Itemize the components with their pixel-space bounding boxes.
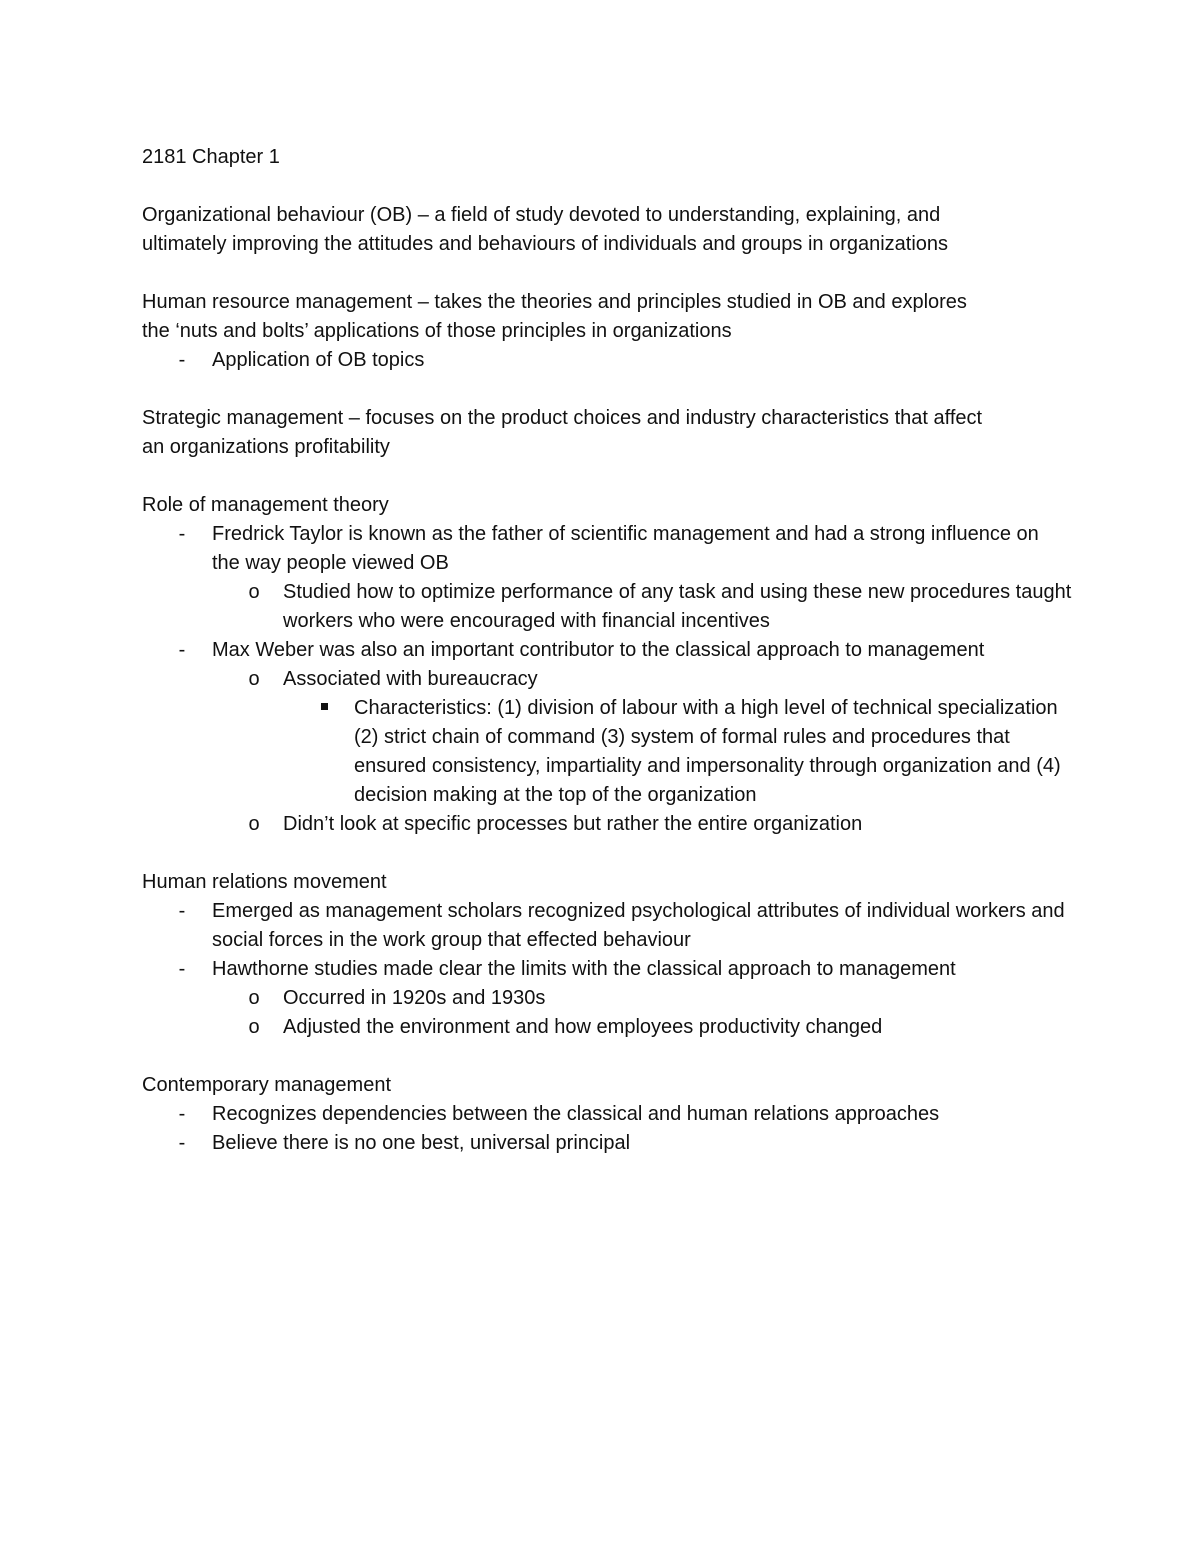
hawthorne-sub-bullet-item [142, 984, 1072, 1013]
dash-bullet-icon: - [178, 1103, 186, 1125]
strategic-definition-line-1: Strategic management – focuses on the product choices and industry characteristics that affect [142, 407, 983, 429]
circle-bullet-icon: o [248, 813, 260, 835]
circle-bullet-icon: o [248, 668, 260, 690]
circle-bullet-icon: o [248, 581, 260, 603]
taylor-sub-bullet-item [142, 578, 1072, 636]
hrm-definition-line-1: Human resource management – takes the theories and principles studied in OB and explores [142, 291, 967, 313]
dash-bullet-icon: - [178, 958, 186, 980]
ob-definition-line-2: ultimately improving the attitudes and behaviours of individuals and groups in organizations [142, 233, 949, 255]
human-relations-bullet-text: Emerged as management scholars recognized psychological attributes of individual workers and social forces in the work group that effected behaviour [212, 900, 1065, 951]
blank-line [142, 172, 1072, 201]
taylor-bullet-text: Fredrick Taylor is known as the father of scientific management and had a strong influence on the way people viewed OB [212, 523, 1039, 574]
hrm-bullet-item [142, 346, 1072, 375]
blank-line [142, 462, 1072, 491]
weber-bullet-item [142, 636, 1072, 665]
dash-bullet-icon: - [178, 1132, 186, 1154]
contemporary-heading: Contemporary management [142, 1074, 392, 1096]
hawthorne-bullet-text: Hawthorne studies made clear the limits with the classical approach to management [212, 958, 956, 980]
weber-sub-bullet-text: Associated with bureaucracy [283, 668, 538, 690]
circle-bullet-icon: o [248, 987, 260, 1009]
weber-sub-bullet-text: Didn’t look at specific processes but rather the entire organization [283, 813, 863, 835]
blank-line [142, 1042, 1072, 1071]
weber-bullet-text: Max Weber was also an important contributor to the classical approach to management [212, 639, 985, 661]
management-theory-heading: Role of management theory [142, 494, 389, 516]
circle-bullet-icon: o [248, 1016, 260, 1038]
taylor-bullet-item [142, 520, 1072, 578]
dash-bullet-icon: - [178, 349, 186, 371]
human-relations-heading: Human relations movement [142, 871, 387, 893]
hrm-bullet-text: Application of OB topics [212, 349, 425, 371]
hawthorne-sub-bullet-text: Occurred in 1920s and 1930s [283, 987, 546, 1009]
contemporary-bullet-text: Believe there is no one best, universal principal [212, 1132, 631, 1154]
blank-line [142, 839, 1072, 868]
blank-line [142, 259, 1072, 288]
dash-bullet-icon: - [178, 523, 186, 545]
contemporary-bullet-item [142, 1129, 1072, 1158]
human-relations-bullet-item [142, 897, 1072, 955]
dash-bullet-icon: - [178, 900, 186, 922]
hawthorne-sub-bullet-text: Adjusted the environment and how employees productivity changed [283, 1016, 883, 1038]
hawthorne-sub-bullet-item [142, 1013, 1072, 1042]
taylor-sub-bullet-text: Studied how to optimize performance of any task and using these new procedures taught workers who were encouraged with financial incentives [283, 581, 1072, 632]
contemporary-bullet-item [142, 1100, 1072, 1129]
weber-sub-bullet-item [142, 810, 1072, 839]
document-body [142, 143, 1072, 1158]
weber-sub-bullet-item [142, 665, 1072, 694]
document-title: 2181 Chapter 1 [142, 146, 280, 168]
weber-characteristics-item [142, 694, 1072, 810]
dash-bullet-icon: - [178, 639, 186, 661]
hawthorne-bullet-item [142, 955, 1072, 984]
contemporary-bullet-text: Recognizes dependencies between the classical and human relations approaches [212, 1103, 940, 1125]
ob-definition-line-1: Organizational behaviour (OB) – a field of study devoted to understanding, explaining, and [142, 204, 941, 226]
square-bullet-icon [314, 694, 334, 723]
blank-line [142, 375, 1072, 404]
strategic-definition-line-2: an organizations profitability [142, 436, 390, 458]
weber-characteristics-text: Characteristics: (1) division of labour with a high level of technical specialization (2) strict chain of command (3) system of formal rules and procedures that ensured consistency, impartiality and impersonality through organization and (4) decision making at the top of the organization [354, 697, 1061, 806]
hrm-definition-line-2: the ‘nuts and bolts’ applications of those principles in organizations [142, 320, 732, 342]
